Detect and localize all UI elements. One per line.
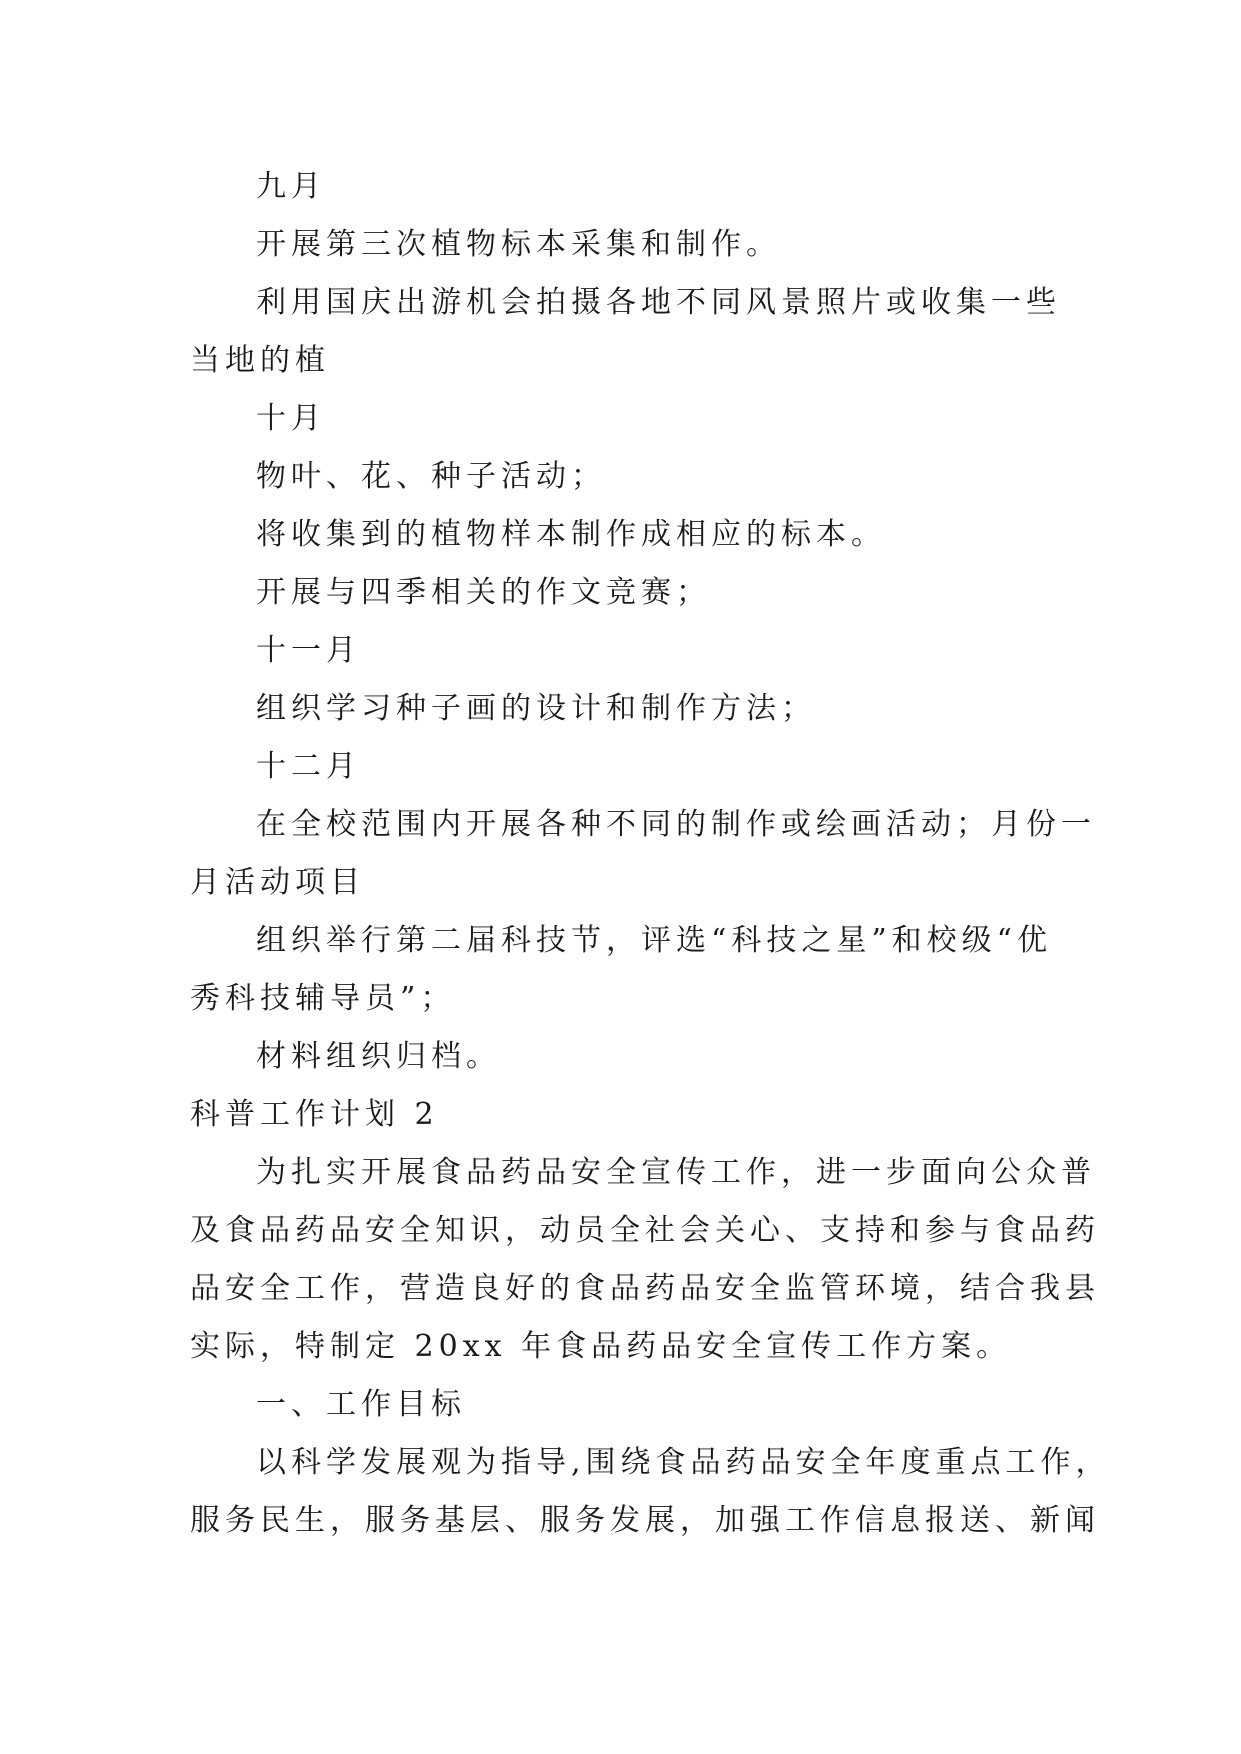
paragraph-line: 当地的植: [190, 343, 330, 378]
paragraph-line: 秀科技辅导员”；: [190, 981, 456, 1016]
paragraph-line: 将收集到的植物样本制作成相应的标本。: [256, 517, 886, 552]
paragraph-month-september: 九月: [256, 169, 326, 204]
paragraph-line: 服务民生，服务基层、服务发展，加强工作信息报送、新闻: [190, 1503, 1100, 1538]
paragraph-line: 开展第三次植物标本采集和制作。: [256, 227, 781, 262]
paragraph-month-december: 十二月: [256, 749, 361, 784]
paragraph-line: 品安全工作，营造良好的食品药品安全监管环境，结合我县: [190, 1271, 1100, 1306]
paragraph-line: 实际，特制定 20xx 年食品药品安全宣传工作方案。: [190, 1329, 1012, 1364]
paragraph-line: 月活动项目: [190, 865, 365, 900]
subsection-title: 一、工作目标: [256, 1387, 466, 1422]
paragraph-line: 及食品药品安全知识，动员全社会关心、支持和参与食品药: [190, 1213, 1100, 1248]
paragraph-month-november: 十一月: [256, 633, 361, 668]
document-body: [190, 158, 1111, 1550]
paragraph-line: 物叶、花、种子活动；: [256, 459, 606, 494]
paragraph-line: 为扎实开展食品药品安全宣传工作，进一步面向公众普: [256, 1155, 1096, 1190]
paragraph-month-october: 十月: [256, 401, 326, 436]
paragraph-line: 组织举行第二届科技节，评选“科技之星”和校级“优: [256, 923, 1053, 958]
paragraph-line: 材料组织归档。: [256, 1039, 501, 1074]
paragraph-line: 组织学习种子画的设计和制作方法；: [256, 691, 816, 726]
section-title: 科普工作计划 2: [190, 1097, 439, 1132]
paragraph-line: 开展与四季相关的作文竞赛；: [256, 575, 711, 610]
paragraph-line: 在全校范围内开展各种不同的制作或绘画活动；月份一: [256, 807, 1096, 842]
paragraph-line: 以科学发展观为指导,围绕食品药品安全年度重点工作，: [256, 1445, 1111, 1480]
paragraph-line: 利用国庆出游机会拍摄各地不同风景照片或收集一些: [256, 285, 1061, 320]
